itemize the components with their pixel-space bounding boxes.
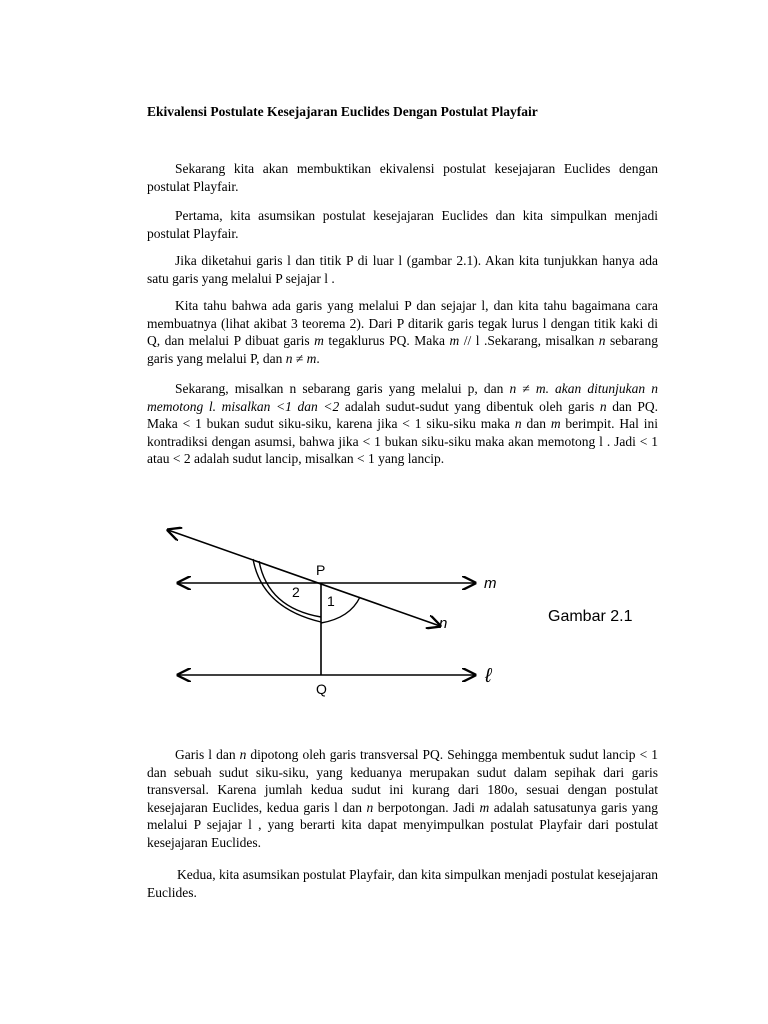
paragraph-1: Sekarang kita akan membuktikan ekivalensi postulat kesejajaran Euclides dengan postulat Playfair.: [147, 161, 658, 194]
label-p: P: [316, 562, 326, 578]
paragraph-2: Pertama, kita asumsikan postulat kesejajaran Euclides dan kita simpulkan menjadi postulat Playfair.: [147, 208, 658, 241]
figure-caption: Gambar 2.1: [548, 608, 633, 625]
paragraph-3: Jika diketahui garis l dan titik P di luar l (gambar 2.1). Akan kita tunjukkan hanya ada satu garis yang melalui P sejajar l .: [147, 253, 658, 286]
paragraph-5: Sekarang, misalkan n sebarang garis yang melalui p, dan n ≠ m. akan ditunjukan n memotong l. misalkan <1 dan <2 adalah sudut-sudut yang dibentuk oleh garis n dan PQ. Maka < 1 bukan sudut siku-siku, karena jika < 1 siku-siku maka n dan m berimpit. Hal ini kontradiksi dengan asumsi, bahwa jika < 1 bukan siku-siku maka akan memotong l . Jadi < 1 atau < 2 adalah sudut lancip, misalkan < 1 yang lancip.: [147, 381, 659, 466]
label-angle-2: 2: [292, 584, 300, 600]
paragraph-7: Kedua, kita asumsikan postulat Playfair, dan kita simpulkan menjadi postulat kesejajaran Euclides.: [147, 867, 658, 900]
figure-2-1: [150, 520, 650, 700]
line-n: [168, 530, 440, 626]
label-m: m: [484, 575, 497, 592]
angle-2-arc-outer: [253, 559, 321, 622]
paragraph-4: Kita tahu bahwa ada garis yang melalui P dan sejajar l, dan kita tahu bagaimana cara membuatnya (lihat akibat 3 teorema 2). Dari P ditarik garis tegak lurus l dengan titik kaki di Q, dan melalui P dibuat garis m tegaklurus PQ. Maka m // l .Sekarang, misalkan n sebarang garis yang melalui P, dan n ≠ m.: [147, 298, 658, 366]
angle-2-arc-inner: [259, 561, 321, 617]
label-n: n: [439, 615, 448, 632]
paragraph-6: Garis l dan n dipotong oleh garis transversal PQ. Sehingga membentuk sudut lancip < 1 dan sebuah sudut siku-siku, yang keduanya merupakan sudut dalam sepihak dari garis transversal. Karena jumlah kedua sudut ini kurang dari 180o, sesuai dengan postulat kesejajaran Euclides, kedua garis l dan n berpotongan. Jadi m adalah satusatunya garis yang melalui P sejajar l , yang berarti kita dapat menyimpulkan postulat Playfair dari postulat kesejajaran Euclides.: [147, 747, 659, 850]
document-title: Ekivalensi Postulate Kesejajaran Euclides Dengan Postulat Playfair: [147, 104, 538, 119]
label-l: ℓ: [485, 665, 492, 687]
label-q: Q: [316, 681, 327, 697]
label-angle-1: 1: [327, 593, 335, 609]
